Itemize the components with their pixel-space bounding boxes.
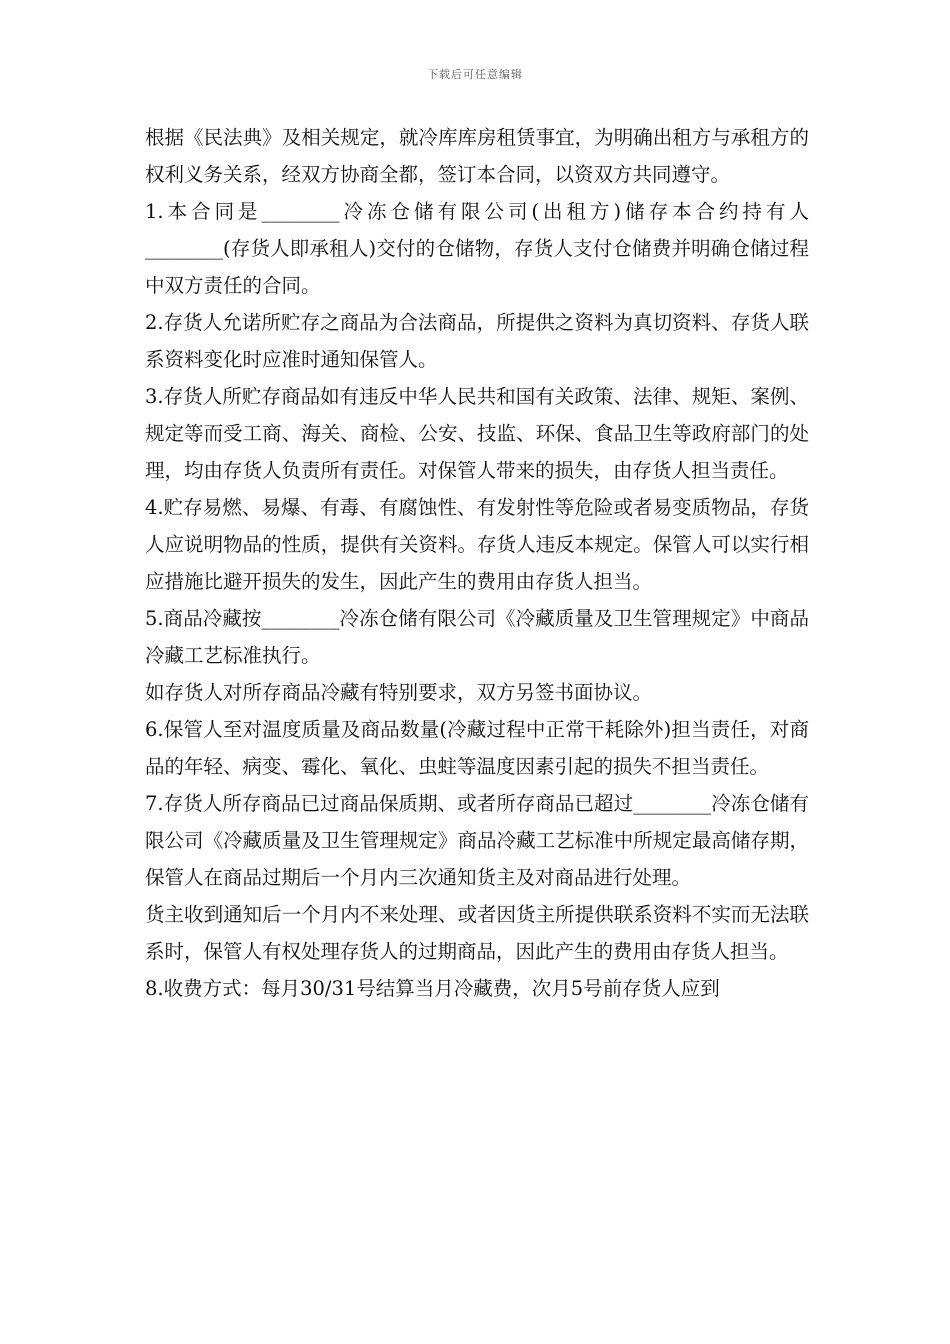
paragraph-clause-5: 5.商品冷藏按________冷冻仓储有限公司《冷藏质量及卫生管理规定》中商品冷藏工艺标准执行。 [145, 607, 809, 667]
paragraph-clause-4: 4.贮存易燃、易爆、有毒、有腐蚀性、有发射性等危险或者易变质物品，存货人应说明物品的性质，提供有关资料。存货人违反本规定。保管人可以实行相应措施比避开损失的发生，因此产生的费用由存货人担当。 [145, 496, 809, 593]
paragraph-clause-7-note: 货主收到通知后一个月内不来处理、或者因货主所提供联系资料不实而无法联系时，保管人有权处理存货人的过期商品，因此产生的费用由存货人担当。 [145, 903, 809, 963]
paragraph-clause-3: 3.存货人所贮存商品如有违反中华人民共和国有关政策、法律、规矩、案例、规定等而受工商、海关、商检、公安、技监、环保、食品卫生等政府部门的处理，均由存货人负责所有责任。对保管人带来的损失，由存货人担当责任。 [145, 385, 809, 482]
contract-body [145, 119, 809, 1007]
paragraph-clause-7: 7.存货人所存商品已过商品保质期、或者所存商品已超过________冷冻仓储有限公司《冷藏质量及卫生管理规定》商品冷藏工艺标准中所规定最高储存期，保管人在商品过期后一个月内三次通知货主及对商品进行处理。 [145, 792, 809, 889]
paragraph-clause-8: 8.收费方式：每月30/31号结算当月冷藏费，次月5号前存货人应到 [145, 977, 720, 1000]
paragraph-intro: 根据《民法典》及相关规定，就冷库库房租赁事宜，为明确出租方与承租方的权利义务关系，经双方协商全都，签订本合同，以资双方共同遵守。 [145, 126, 809, 186]
page-header: 下载后可任意编辑 [427, 68, 523, 81]
paragraph-clause-5-note: 如存货人对所存商品冷藏有特别要求，双方另签书面协议。 [145, 681, 653, 704]
paragraph-clause-6: 6.保管人至对温度质量及商品数量(冷藏过程中正常干耗除外)担当责任，对商品的年轻、病变、霉化、氧化、虫蛀等温度因素引起的损失不担当责任。 [145, 718, 809, 778]
paragraph-clause-1: 1.本合同是________冷冻仓储有限公司(出租方)储存本合约持有人________(存货人即承租人)交付的仓储物，存货人支付仓储费并明确仓储过程中双方责任的合同。 [145, 200, 809, 297]
paragraph-clause-2: 2.存货人允诺所贮存之商品为合法商品，所提供之资料为真切资料、存货人联系资料变化时应准时通知保管人。 [145, 311, 809, 371]
